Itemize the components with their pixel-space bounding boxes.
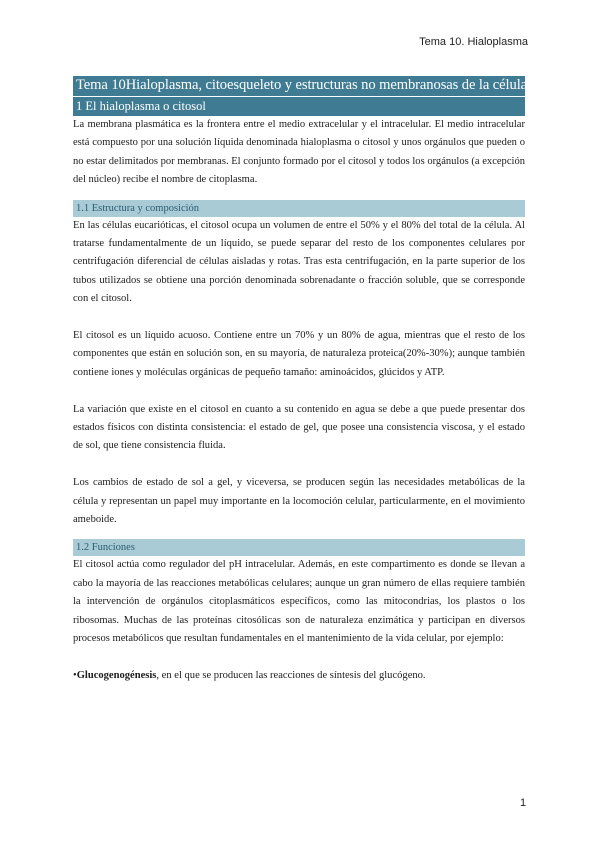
paragraph-functions: El citosol actúa como regulador del pH intracelular. Además, en este compartimento es donde se llevan a cabo la mayoría de las reacciones metabólicas celulares; aunque un gran número de ellas requiere también la intervención de orgánulos citoplasmáticos específicos, como las mitocondrias, los plastos o los ribosomas. Muchas de las proteínas citosólicas son de naturaleza enzimática y participan en diversos procesos metabólicos que resultan fundamentales en el mantenimiento de la vida celular, por ejemplo: — [73, 559, 525, 645]
running-header: Tema 10. Hialoplasma — [419, 36, 528, 48]
section-heading: 1 El hialoplasma o citosol — [73, 97, 525, 116]
paragraph-structure-4: Los cambios de estado de sol a gel, y viceversa, se producen según las necesidades metabólicas de la célula y representan un papel muy importante en la locomoción celular, particularmente, en el movimiento ameboide. — [73, 477, 525, 526]
page-number: 1 — [520, 797, 527, 809]
page-content — [73, 76, 528, 685]
chapter-title: Tema 10Hialoplasma, citoesqueleto y estructuras no membranosas de la célula — [73, 76, 525, 96]
paragraph-structure-2: El citosol es un líquido acuoso. Contiene entre un 70% y un 80% de agua, mientras que el resto de los componentes que están en solución son, en su mayoría, de naturaleza proteica(20%-30%); aunque también contiene iones y moléculas orgánicas de pequeño tamaño: aminoácidos, glúcidos y ATP. — [73, 330, 525, 378]
paragraph-structure-1: En las células eucarióticas, el citosol ocupa un volumen de entre el 50% y el 80% del total de la célula. Al tratarse fundamentalmente de un líquido, se puede separar del resto de los componentes celulares por centrifugación diferencial de células aisladas y rotas. Tras esta centrifugación, en la parte superior de los tubos utilizados se obtiene una porción denominada sobrenadante o fracción soluble, que se corresponde con el citosol. — [73, 219, 525, 305]
paragraph-structure-3: La variación que existe en el citosol en cuanto a su contenido en agua se debe a que puede presentar dos estados físicos con distinta consistencia: el estado de gel, que posee una consistencia viscosa, y el estado de sol, que tiene consistencia fluida. — [73, 403, 525, 452]
bullet-item — [73, 667, 525, 685]
bullet-text: , en el que se producen las reacciones de síntesis del glucógeno. — [156, 669, 426, 681]
intro-paragraph: La membrana plasmática es la frontera entre el medio extracelular y el intracelular. El medio intracelular está compuesto por una solución líquida denominada hialoplasma o citosol y unos orgánulos que pueden o no estar delimitados por membranas. El conjunto formado por el citosol y todos los orgánulos (a excepción del núcleo) recibe el nombre de citoplasma. — [73, 119, 525, 186]
bullet-marker: • — [73, 669, 77, 681]
subsection-heading-functions: 1.2 Funciones — [73, 539, 525, 556]
bullet-term: Glucogenogénesis — [76, 669, 157, 681]
subsection-heading-structure: 1.1 Estructura y composición — [73, 200, 525, 217]
